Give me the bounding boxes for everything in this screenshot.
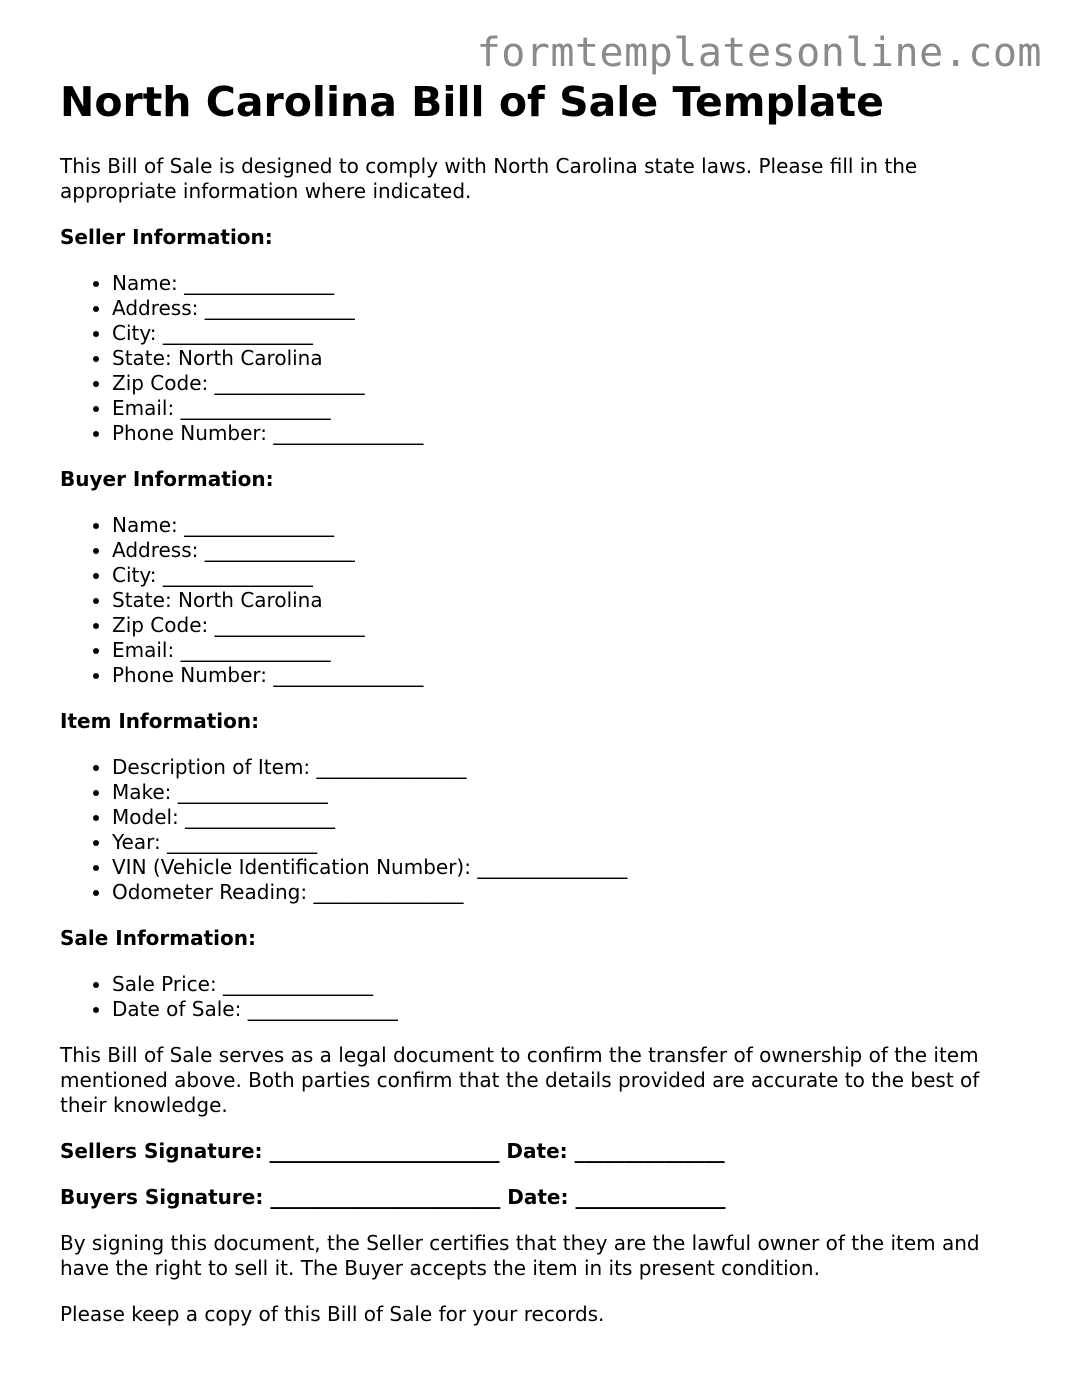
- seller-zip-field: • Zip Code: _______________: [112, 371, 1020, 396]
- item-odometer-field: • Odometer Reading: _______________: [112, 880, 1020, 905]
- item-model-field: • Model: _______________: [112, 805, 1020, 830]
- watermark-text: formtemplatesonline.com: [476, 30, 1042, 76]
- page-title: North Carolina Bill of Sale Template: [60, 78, 884, 126]
- seller-state-field: • State: North Carolina: [112, 346, 1020, 371]
- records-note: Please keep a copy of this Bill of Sale for your records.: [60, 1302, 605, 1326]
- buyer-signature-line: Buyers Signature: _______________________ Date: _______________: [60, 1185, 726, 1209]
- buyer-section-heading: Buyer Information:: [60, 467, 274, 491]
- item-field-list: [60, 755, 1020, 905]
- sale-date-field: • Date of Sale: _______________: [112, 997, 1020, 1022]
- item-make-field: • Make: _______________: [112, 780, 1020, 805]
- sale-section-heading: Sale Information:: [60, 926, 256, 950]
- buyer-name-field: • Name: _______________: [112, 513, 1020, 538]
- item-description-field: • Description of Item: _______________: [112, 755, 1020, 780]
- seller-name-field: • Name: _______________: [112, 271, 1020, 296]
- buyer-email-field: • Email: _______________: [112, 638, 1020, 663]
- sale-field-list: [60, 972, 1020, 1022]
- seller-email-field: • Email: _______________: [112, 396, 1020, 421]
- document-body: [60, 78, 1020, 1327]
- seller-field-list: [60, 271, 1020, 446]
- intro-paragraph: This Bill of Sale is designed to comply with North Carolina state laws. Please fill in the appropriate information where indicated.: [60, 154, 918, 203]
- seller-signature-line: Sellers Signature: _______________________ Date: _______________: [60, 1139, 725, 1163]
- buyer-city-field: • City: _______________: [112, 563, 1020, 588]
- seller-phone-field: • Phone Number: _______________: [112, 421, 1020, 446]
- buyer-phone-field: • Phone Number: _______________: [112, 663, 1020, 688]
- certification-paragraph: By signing this document, the Seller certifies that they are the lawful owner of the item and have the right to sell it. The Buyer accepts the item in its present condition.: [60, 1231, 980, 1280]
- buyer-zip-field: • Zip Code: _______________: [112, 613, 1020, 638]
- sale-price-field: • Sale Price: _______________: [112, 972, 1020, 997]
- seller-city-field: • City: _______________: [112, 321, 1020, 346]
- item-vin-field: • VIN (Vehicle Identification Number): _______________: [112, 855, 1020, 880]
- seller-section-heading: Seller Information:: [60, 225, 273, 249]
- item-section-heading: Item Information:: [60, 709, 260, 733]
- legal-statement-paragraph: This Bill of Sale serves as a legal document to confirm the transfer of ownership of the item mentioned above. Both parties confirm that the details provided are accurate to the best of their knowledge.: [60, 1043, 980, 1117]
- buyer-field-list: [60, 513, 1020, 688]
- buyer-state-field: • State: North Carolina: [112, 588, 1020, 613]
- buyer-address-field: • Address: _______________: [112, 538, 1020, 563]
- seller-address-field: • Address: _______________: [112, 296, 1020, 321]
- item-year-field: • Year: _______________: [112, 830, 1020, 855]
